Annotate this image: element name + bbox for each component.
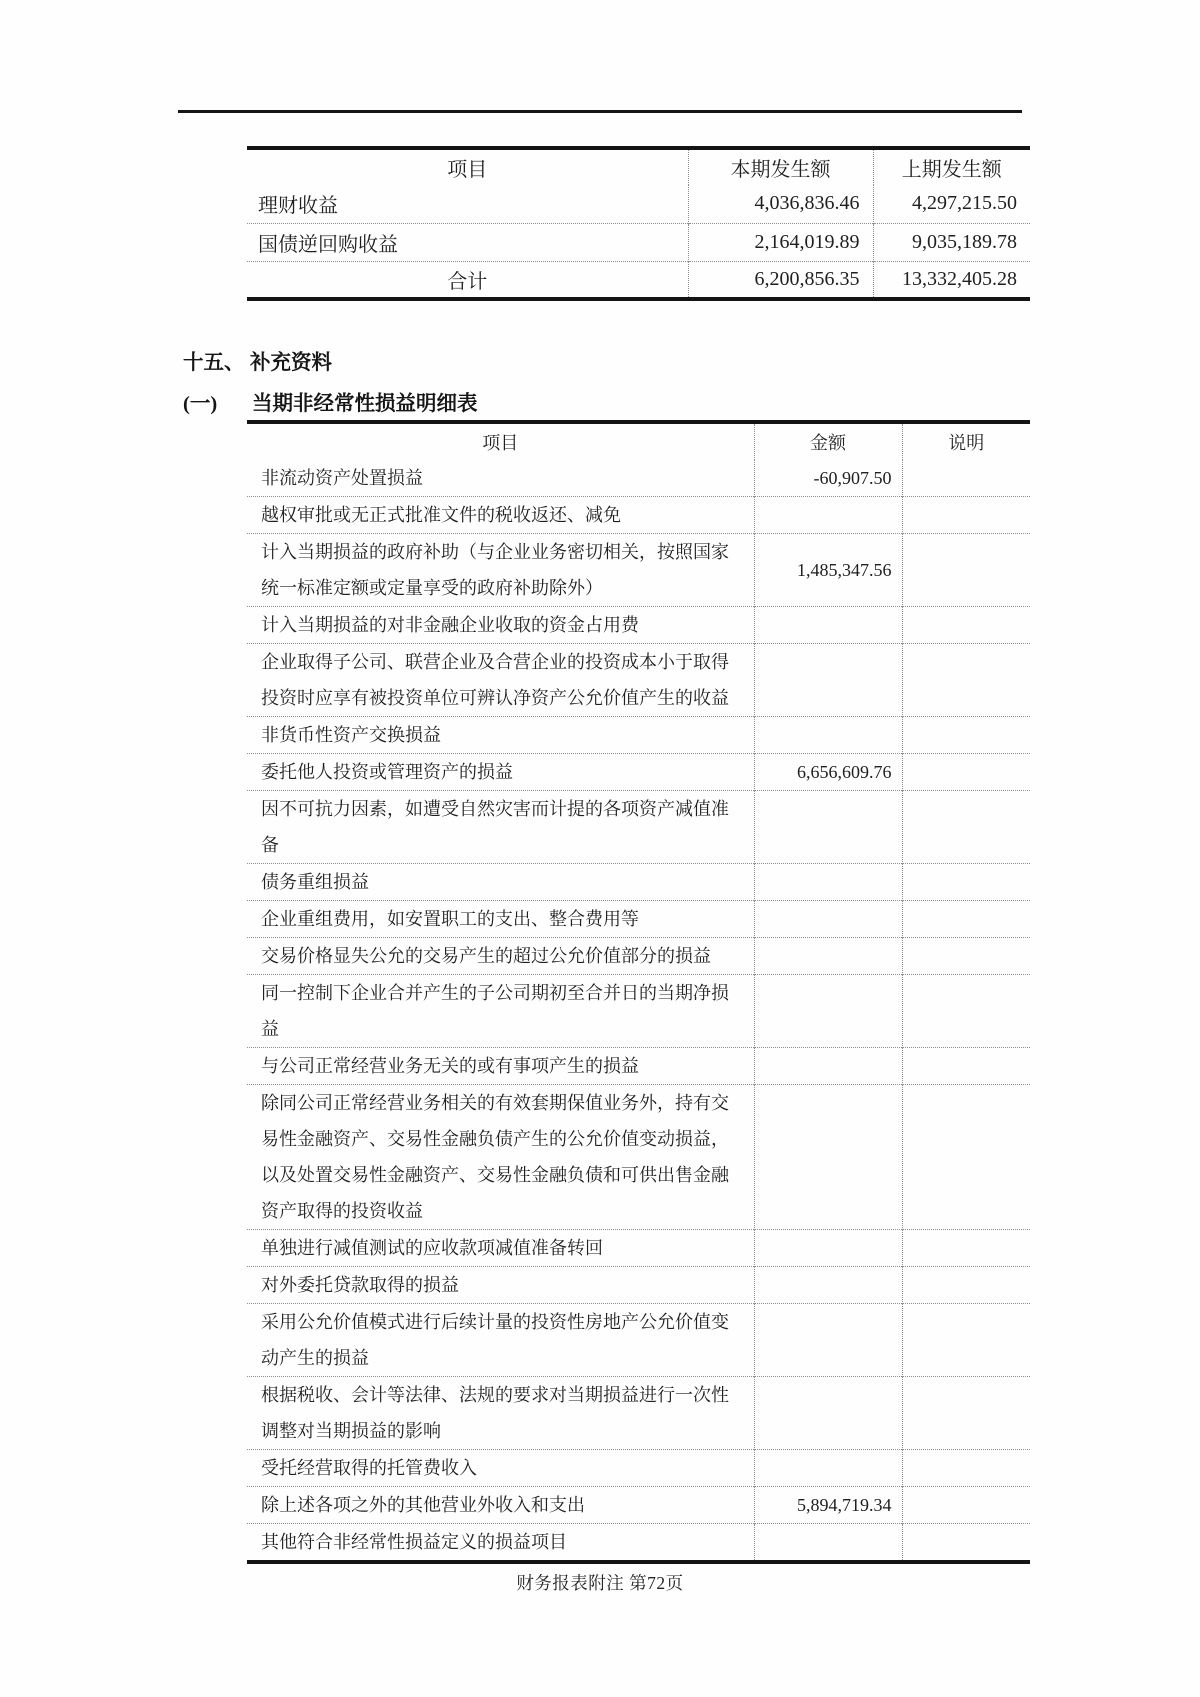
detail-amount-cell (754, 1524, 902, 1563)
section-number: 十五、 (183, 352, 245, 374)
detail-table-row (247, 901, 1030, 938)
detail-header-item: 项目 (247, 422, 754, 460)
detail-amount-cell: -60,907.50 (754, 460, 902, 497)
detail-amount-cell (754, 717, 902, 754)
detail-amount-cell (754, 1267, 902, 1304)
summary-table-row (247, 185, 1030, 223)
detail-note-cell (902, 1267, 1030, 1304)
detail-table-row (247, 1450, 1030, 1487)
detail-note-cell (902, 607, 1030, 644)
detail-table-row (247, 717, 1030, 754)
detail-table-header (247, 422, 1030, 460)
summary-current-cell: 4,036,836.46 (688, 185, 873, 223)
summary-prior-cell: 4,297,215.50 (912, 192, 1017, 215)
subsection-title: 当期非经常性损益明细表 (252, 393, 478, 415)
summary-table-header (247, 148, 1030, 185)
summary-item-cell: 理财收益 (247, 185, 688, 223)
detail-note-cell (902, 717, 1030, 754)
detail-table-row (247, 1048, 1030, 1085)
detail-note-cell (902, 901, 1030, 938)
summary-prior-cell: 13,332,405.28 (902, 267, 1017, 290)
detail-note-cell (902, 1085, 1030, 1230)
detail-table-row (247, 1487, 1030, 1524)
detail-amount-cell (754, 791, 902, 864)
detail-amount-cell (754, 497, 902, 534)
detail-table-body (247, 460, 1030, 1562)
detail-header-amount: 金额 (754, 422, 902, 460)
detail-item-cell: 根据税收、会计等法律、法规的要求对当期损益进行一次性调整对当期损益的影响 (247, 1377, 754, 1450)
detail-item-cell: 其他符合非经常性损益定义的损益项目 (247, 1524, 754, 1563)
detail-amount-cell: 1,485,347.56 (754, 534, 902, 607)
detail-item-cell: 企业重组费用，如安置职工的支出、整合费用等 (247, 901, 754, 938)
summary-table-row (247, 261, 1030, 299)
detail-item-cell: 计入当期损益的对非金融企业收取的资金占用费 (247, 607, 754, 644)
detail-amount-cell: 5,894,719.34 (754, 1487, 902, 1524)
detail-table-row (247, 644, 1030, 717)
detail-item-cell: 因不可抗力因素，如遭受自然灾害而计提的各项资产减值准备 (247, 791, 754, 864)
detail-note-cell (902, 644, 1030, 717)
detail-item-cell: 除上述各项之外的其他营业外收入和支出 (247, 1487, 754, 1524)
detail-table-row (247, 975, 1030, 1048)
detail-table-row (247, 791, 1030, 864)
detail-table-row (247, 1267, 1030, 1304)
detail-amount-cell: 6,656,609.76 (754, 754, 902, 791)
subsection-number: (一) (183, 393, 218, 415)
detail-note-cell (902, 1230, 1030, 1267)
summary-table-body (247, 185, 1030, 299)
detail-table-row (247, 607, 1030, 644)
detail-table-row (247, 1377, 1030, 1450)
detail-amount-cell (754, 607, 902, 644)
detail-amount-cell (754, 1377, 902, 1450)
detail-amount-cell (754, 1450, 902, 1487)
detail-item-cell: 除同公司正常经营业务相关的有效套期保值业务外，持有交易性金融资产、交易性金融负债产生的公允价值变动损益，以及处置交易性金融资产、交易性金融负债和可供出售金融资产取得的投资收益 (247, 1085, 754, 1230)
detail-table-row (247, 534, 1030, 607)
detail-item-cell: 非流动资产处置损益 (247, 460, 754, 497)
detail-item-cell: 委托他人投资或管理资产的损益 (247, 754, 754, 791)
section-title: 补充资料 (250, 352, 332, 374)
detail-note-cell (902, 938, 1030, 975)
detail-amount-cell (754, 1085, 902, 1230)
detail-table-row (247, 460, 1030, 497)
detail-amount-cell (754, 901, 902, 938)
summary-current-cell: 6,200,856.35 (688, 261, 873, 299)
summary-item-cell: 合计 (247, 261, 688, 299)
subsection-heading (183, 392, 478, 416)
detail-item-cell: 债务重组损益 (247, 864, 754, 901)
page-header-rule (178, 110, 1022, 113)
detail-table-row (247, 1085, 1030, 1230)
detail-amount-cell (754, 864, 902, 901)
detail-amount-cell (754, 644, 902, 717)
detail-item-cell: 交易价格显失公允的交易产生的超过公允价值部分的损益 (247, 938, 754, 975)
detail-table-row (247, 754, 1030, 791)
detail-item-cell: 计入当期损益的政府补助（与企业业务密切相关，按照国家统一标准定额或定量享受的政府补助除外） (247, 534, 754, 607)
summary-header-prior: 上期发生额 (901, 159, 1002, 181)
detail-item-cell: 企业取得子公司、联营企业及合营企业的投资成本小于取得投资时应享有被投资单位可辨认净资产公允价值产生的收益 (247, 644, 754, 717)
detail-table-row (247, 938, 1030, 975)
detail-item-cell: 采用公允价值模式进行后续计量的投资性房地产公允价值变动产生的损益 (247, 1304, 754, 1377)
detail-note-cell (902, 460, 1030, 497)
detail-table-row (247, 1304, 1030, 1377)
detail-note-cell (902, 1377, 1030, 1450)
detail-note-cell (902, 864, 1030, 901)
summary-item-cell: 国债逆回购收益 (247, 223, 688, 261)
page-footer: 财务报表附注 第72页 (516, 1573, 684, 1593)
summary-header-row (247, 148, 1030, 185)
summary-table-row (247, 223, 1030, 261)
detail-table-row (247, 1230, 1030, 1267)
summary-header-current: 本期发生额 (688, 148, 873, 185)
detail-table-row (247, 497, 1030, 534)
summary-prior-cell: 9,035,189.78 (912, 230, 1017, 253)
detail-note-cell (902, 975, 1030, 1048)
detail-amount-cell (754, 1048, 902, 1085)
summary-current-cell: 2,164,019.89 (688, 223, 873, 261)
detail-amount-cell (754, 1230, 902, 1267)
detail-amount-cell (754, 938, 902, 975)
detail-item-cell: 越权审批或无正式批准文件的税收返还、减免 (247, 497, 754, 534)
detail-table-row (247, 1524, 1030, 1563)
detail-item-cell: 受托经营取得的托管费收入 (247, 1450, 754, 1487)
detail-note-cell (902, 497, 1030, 534)
detail-note-cell (902, 1048, 1030, 1085)
summary-table (247, 146, 1030, 301)
detail-amount-cell (754, 1304, 902, 1377)
detail-note-cell (902, 791, 1030, 864)
detail-header-note: 说明 (948, 433, 985, 453)
detail-header-row (247, 422, 1030, 460)
section-heading (183, 351, 332, 375)
detail-amount-cell (754, 975, 902, 1048)
detail-item-cell: 单独进行减值测试的应收款项减值准备转回 (247, 1230, 754, 1267)
detail-note-cell (902, 534, 1030, 607)
detail-table (247, 420, 1030, 1564)
detail-table-row (247, 864, 1030, 901)
detail-note-cell (902, 1304, 1030, 1377)
detail-note-cell (902, 1450, 1030, 1487)
detail-item-cell: 与公司正常经营业务无关的或有事项产生的损益 (247, 1048, 754, 1085)
detail-note-cell (902, 1524, 1030, 1563)
detail-item-cell: 非货币性资产交换损益 (247, 717, 754, 754)
detail-item-cell: 对外委托贷款取得的损益 (247, 1267, 754, 1304)
detail-note-cell (902, 1487, 1030, 1524)
detail-item-cell: 同一控制下企业合并产生的子公司期初至合并日的当期净损益 (247, 975, 754, 1048)
detail-note-cell (902, 754, 1030, 791)
summary-header-item: 项目 (247, 148, 688, 185)
